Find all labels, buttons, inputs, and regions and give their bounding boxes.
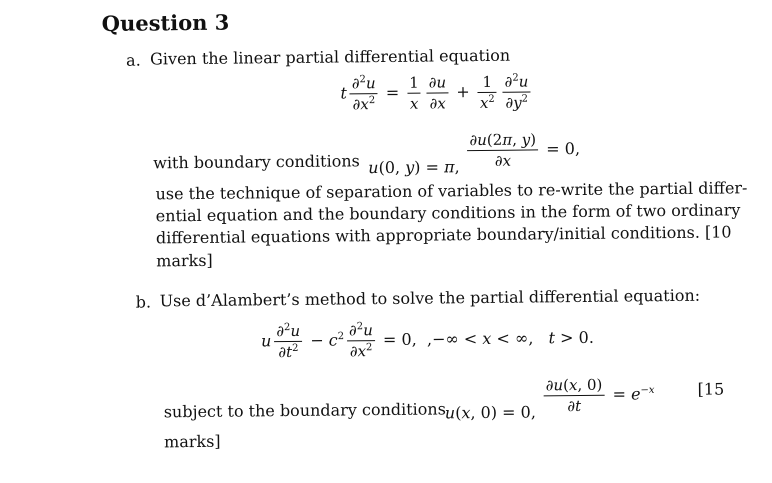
part-b-label: b. bbox=[135, 292, 152, 312]
part-a-para-line-1: use the technique of separation of variables to re-write the partial differ- bbox=[155, 178, 748, 204]
part-a-pde: t $\frac{\partial^2u}{\partial x^2}$ = $\frac{1}{x}$ $\frac{\partial u}{\partial x}$ + $\frac{1}{x^2}$ $\frac{\partial^2u}{\partial y^2}$ bbox=[340, 72, 533, 113]
part-a-bc-prefix: with boundary conditions bbox=[153, 151, 360, 173]
part-a-label: a. bbox=[126, 50, 141, 70]
part-a-boundary-conditions: u(0, y) = π, $\frac{\partial u(2\pi, y)}{\partial x}$ = 0, bbox=[368, 130, 581, 178]
part-b-marks-1: [15 bbox=[697, 379, 725, 399]
part-b-pde: u $\frac{\partial^2u}{\partial t^2}$ − $c^2$ $\frac{\partial^2u}{\partial x^2}$ = 0, ,−∞ < x < ∞, t > 0. bbox=[260, 321, 594, 362]
part-a-para-line-2: ential equation and the boundary conditions in the form of two ordinary bbox=[155, 200, 741, 226]
part-b-cond-prefix: subject to the boundary conditions bbox=[163, 399, 446, 422]
part-b-conditions: u(x, 0) = 0, $\frac{\partial u(x, 0)}{\partial t}$ = $e^{-x}$ bbox=[444, 375, 655, 423]
part-a-para-line-4: marks] bbox=[156, 250, 213, 271]
question-title: Question 3 bbox=[101, 9, 230, 36]
part-b-intro: Use d’Alambert’s method to solve the partial differential equation: bbox=[159, 285, 701, 311]
part-a-intro: Given the linear partial differential equation bbox=[149, 45, 511, 69]
part-a-para-line-3: differential equations with appropriate boundary/initial conditions. [10 bbox=[155, 222, 732, 248]
part-b-marks-2: marks] bbox=[164, 431, 221, 452]
